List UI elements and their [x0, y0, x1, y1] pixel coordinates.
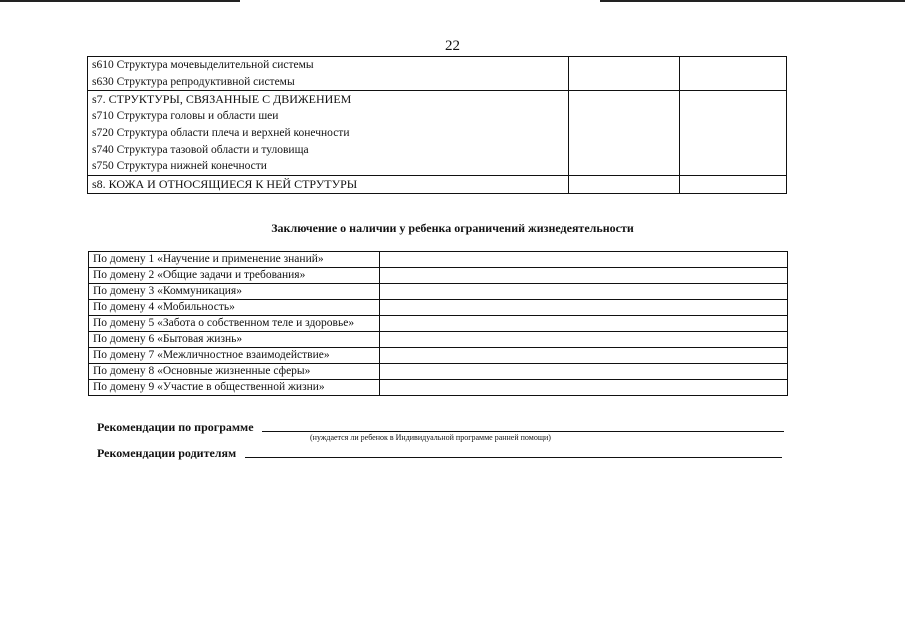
table-row — [89, 332, 788, 348]
structure-line: s720 Структура области плеча и верхней конечности — [92, 126, 350, 139]
domain-label: По домену 6 «Бытовая жизнь» — [89, 332, 380, 348]
structure-line: s740 Структура тазовой области и туловища — [92, 143, 309, 156]
structure-line: s710 Структура головы и области шеи — [92, 110, 279, 123]
table-row — [89, 348, 788, 364]
table-row — [89, 252, 788, 268]
value-cell — [569, 175, 680, 193]
domain-value-cell — [380, 380, 788, 396]
domain-value-cell — [380, 332, 788, 348]
structure-cell — [88, 91, 569, 176]
domain-label: По домену 4 «Мобильность» — [89, 300, 380, 316]
page-number: 22 — [445, 38, 460, 54]
structure-line: s8. КОЖА И ОТНОСЯЩИЕСЯ К НЕЙ СТРУТУРЫ — [92, 176, 358, 191]
value-cell — [679, 175, 786, 193]
value-cell — [679, 57, 786, 91]
table-row — [89, 380, 788, 396]
domain-label: По домену 2 «Общие задачи и требования» — [89, 268, 380, 284]
domain-label: По домену 5 «Забота о собственном теле и здоровье» — [89, 316, 380, 332]
value-cell — [569, 57, 680, 91]
domain-value-cell — [380, 252, 788, 268]
conclusion-title: Заключение о наличии у ребенка ограничений жизнедеятельности — [271, 221, 634, 235]
domain-value-cell — [380, 300, 788, 316]
domain-label: По домену 7 «Межличностное взаимодействие» — [89, 348, 380, 364]
structure-line: s750 Структура нижней конечности — [92, 160, 267, 173]
value-cell — [569, 91, 680, 176]
table-row — [89, 300, 788, 316]
structure-line: s630 Структура репродуктивной системы — [92, 75, 295, 88]
table-row — [89, 364, 788, 380]
parents-recommendations-label: Рекомендации родителям — [97, 446, 237, 460]
value-cell — [679, 91, 786, 176]
domain-label: По домену 1 «Научение и применение знаний» — [89, 252, 380, 268]
scan-edge-left — [0, 0, 240, 2]
domain-label: По домену 9 «Участие в общественной жизни» — [89, 380, 380, 396]
domain-value-cell — [380, 316, 788, 332]
domain-value-cell — [380, 364, 788, 380]
program-recommendations-label: Рекомендации по программе — [97, 420, 254, 434]
structure-cell — [88, 57, 569, 91]
program-recommendations-line[interactable] — [262, 431, 784, 432]
program-note: (нуждается ли ребенок в Индивидуальной программе ранней помощи) — [310, 433, 551, 442]
table-row — [89, 268, 788, 284]
domains-table — [88, 251, 788, 396]
structure-cell — [88, 175, 569, 193]
table-row — [88, 175, 787, 193]
domain-value-cell — [380, 268, 788, 284]
domain-value-cell — [380, 284, 788, 300]
structure-line: s610 Структура мочевыделительной системы — [92, 59, 314, 71]
parents-recommendations-line[interactable] — [245, 457, 782, 458]
table-row — [89, 316, 788, 332]
table-row — [88, 57, 787, 91]
structure-line: s7. СТРУКТУРЫ, СВЯЗАННЫЕ С ДВИЖЕНИЕМ — [92, 92, 352, 107]
table-row — [88, 91, 787, 176]
domain-label: По домену 3 «Коммуникация» — [89, 284, 380, 300]
structures-table — [87, 56, 787, 194]
domain-label: По домену 8 «Основные жизненные сферы» — [89, 364, 380, 380]
table-row — [89, 284, 788, 300]
domain-value-cell — [380, 348, 788, 364]
scan-edge-right — [600, 0, 905, 2]
